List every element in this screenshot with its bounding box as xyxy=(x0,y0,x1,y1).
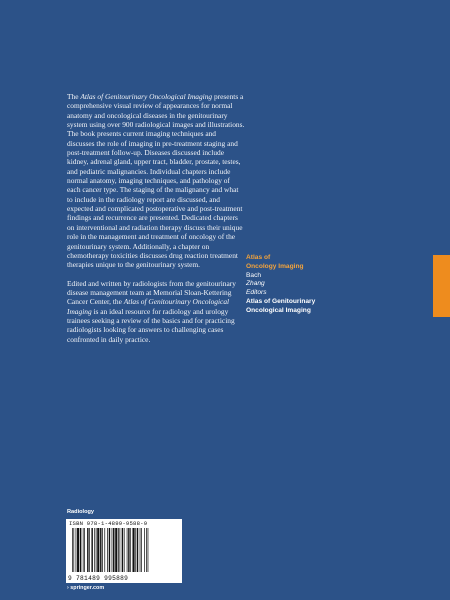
book-title-italic: Atlas of Genitourinary Oncological Imaging xyxy=(67,297,230,316)
spine-color-tab xyxy=(433,255,450,317)
editors-label: Editors xyxy=(246,289,267,297)
blurb-text: is an ideal resource for radiology and urology trainees seeking a review of the basics and for practicing radiologists looking for answers to challenging cases confronted in daily practice. xyxy=(67,306,235,344)
editor-name: Bach xyxy=(246,271,262,279)
book-title-line-1: Atlas of Genitourinary xyxy=(246,297,316,305)
isbn-number: ISBN 978-1-4899-9588-9 xyxy=(69,520,148,527)
cover-blurb xyxy=(67,92,245,344)
blurb-paragraph-2 xyxy=(67,279,245,344)
publisher-website: › springer.com xyxy=(67,585,105,591)
blurb-text: The xyxy=(67,92,81,101)
subject-category: Radiology xyxy=(67,509,95,515)
book-title-italic: Atlas of Genitourinary Oncological Imaging xyxy=(80,92,213,101)
series-info xyxy=(246,254,396,316)
blurb-paragraph-1 xyxy=(67,92,245,270)
book-title-line-2: Oncological Imaging xyxy=(246,306,311,314)
series-title-line-1: Atlas of xyxy=(246,254,271,261)
blurb-text: Edited and written by radiologists from the genitourinary disease management team at Memorial Sloan-Kettering Cancer Center, the xyxy=(67,278,236,307)
barcode-bars xyxy=(72,528,176,572)
isbn-barcode xyxy=(66,519,182,583)
editor-name: Zhang xyxy=(246,280,265,288)
barcode-digits: 9 781489 995889 xyxy=(68,575,129,582)
blurb-text: presents a comprehensive visual review of appearances for normal anatomy and oncological diseases in the genitourinary system using over 900 radiological images and illustrations. The book presents current imaging techniques and discusses the role of imaging in pre-treatment staging and post-treatment follow-up. Diseases discussed include kidney, adrenal gland, upper tract, bladder, prostate, testes, and pediatric malignancies. Individual chapters include normal anatomy, imaging techniques, and pathology of each cancer type. The staging of the malignancy and what to include in the radiology report are discussed, and expected and complicated postoperative and post-treatment findings and recurrence are presented. Dedicated chapters on interventional and radiation therapy discuss their unique role in the management and treatment of oncology of the genitourinary system. Additionally, a chapter on chemotherapy toxicities discusses drug reaction treatment therapies unique to the genitourinary system. xyxy=(67,92,245,270)
series-title-line-2: Oncology Imaging xyxy=(246,262,304,270)
